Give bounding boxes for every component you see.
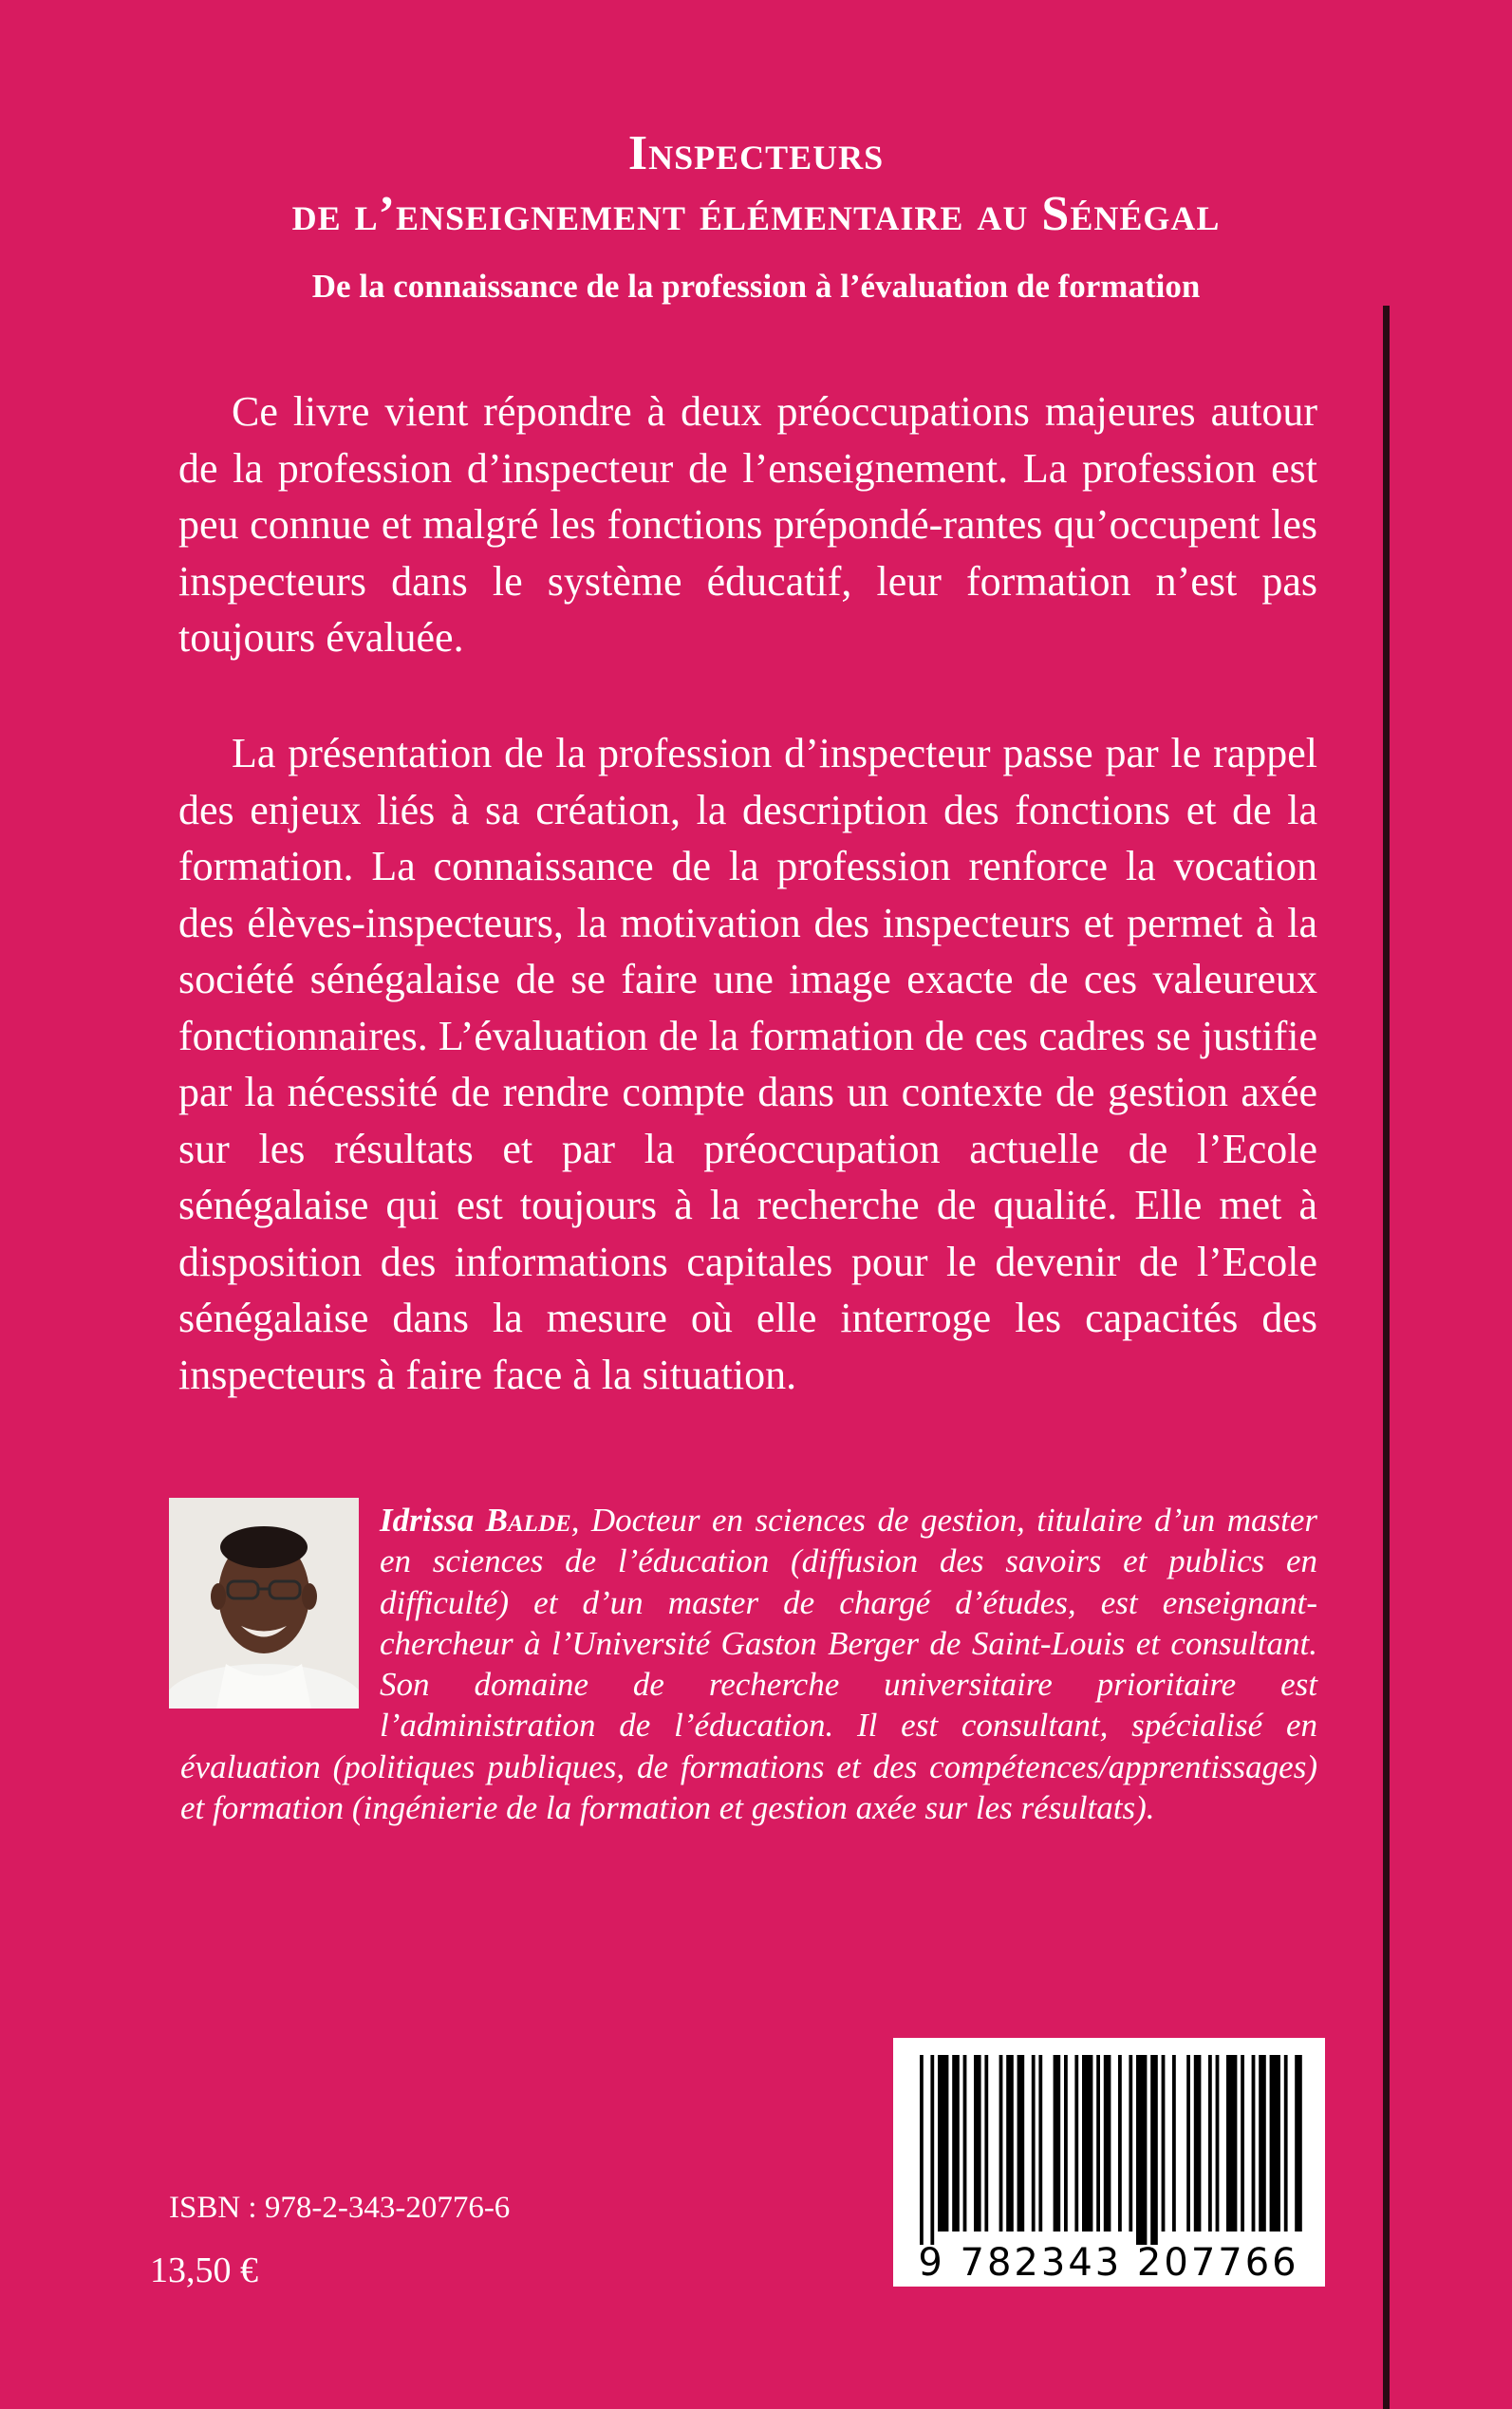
barcode-bar [1270,2055,1280,2232]
barcode-bar [1252,2055,1256,2232]
barcode-bar [1032,2055,1036,2232]
barcode-bars [893,2038,1325,2287]
summary-paragraph-2-text: La présentation de la profession d’inspecteur passe par le rappel des enjeux liés à sa création, la description des fonctions et de la formation. La connaissance de la profession renforce la vocation des élèves-inspecteurs, la motivation des inspecteurs et permet à la société sénégalaise de se faire une image exacte de ces valeureux fonctionnaires. L’évaluation de la formation de ces cadres se justifie par la nécessité de rendre compte dans un contexte de gestion axée sur les résultats et par la préoccupation actuelle de l’Ecole sénégalaise qui est toujours à la recherche de qualité. Elle met à disposition des informations capitales pour le devenir de l’Ecole sénégalaise dans la mesure où elle interroge les capacités des inspecteurs à faire face à la situation. [178,730,1317,1398]
book-subtitle: De la connaissance de la profession à l’évaluation de formation [311,268,1201,305]
barcode-bar [1096,2055,1100,2232]
barcode-bar [1038,2055,1042,2232]
barcode-bar [1295,2055,1302,2232]
barcode-bar [1136,2055,1147,2245]
barcode-bar [920,2055,924,2245]
barcode-bar [1216,2055,1220,2232]
barcode-bar [1226,2055,1237,2232]
bio-photo-spacer [180,1500,368,1710]
barcode-bar [1129,2055,1132,2232]
barcode-bar [1104,2055,1111,2232]
barcode-bar [1186,2055,1190,2232]
author-last-name: Balde [485,1502,571,1539]
barcode-bar [984,2055,988,2232]
barcode [893,2038,1325,2287]
barcode-bar [1074,2055,1078,2232]
barcode-bar [1172,2055,1176,2232]
barcode-bar [1006,2055,1014,2232]
barcode-bar [974,2055,981,2232]
barcode-bar [952,2055,960,2232]
author-first-name: Idrissa [380,1502,475,1539]
barcode-bar [1284,2055,1288,2232]
barcode-bar [1064,2055,1068,2232]
summary-paragraph-2 [178,725,1317,1403]
barcode-bar [999,2055,1003,2232]
barcode-bar [1162,2055,1166,2232]
barcode-bar [1082,2055,1092,2232]
barcode-bar [1054,2055,1061,2232]
barcode-bar [930,2055,934,2245]
price-text: 13,50 € [150,2250,258,2290]
barcode-bar [1208,2055,1212,2232]
author-bio-text: , Docteur en sciences de gestion, titulaire d’un master en sciences de l’éducation (diffusion des savoirs et publics en difficulté) et d’un master de chargé d’études, est enseignant-chercheur à l’Université Gaston Berger de Saint-Louis et consultant. Son domaine de recherche universitaire prioritaire est l’administration de l’éducation. Il est consultant, spécialisé en évaluation (politiques publiques, de formations et des compétences/apprentissages) et formation (ingénierie de la formation et gestion axée sur les résultats). [180,1502,1318,1827]
barcode-bar [1118,2055,1122,2232]
barcode-bar [963,2055,967,2232]
isbn-text: ISBN : 978-2-343-20776-6 [169,2191,511,2225]
barcode-bar [1150,2055,1158,2245]
barcode-bar [938,2055,948,2232]
vertical-rule [1383,306,1390,2409]
barcode-bar [1017,2055,1025,2232]
book-title-line2: de l’enseignement élémentaire au Sénégal [291,187,1221,241]
barcode-bar [1259,2055,1266,2232]
barcode-bar [1194,2055,1202,2232]
barcode-digits: 9 782343 207766 [918,2241,1299,2285]
author-bio [180,1500,1317,1828]
summary-paragraph-1 [178,383,1317,666]
summary-paragraph-1-text: Ce livre vient répondre à deux préoccupations majeures autour de la profession d’inspecteur de l’enseignement. La profession est peu connue et malgré les fonctions prépondé-rantes qu’occupent les inspecteurs dans le système éducatif, leur formation n’est pas toujours évaluée. [178,388,1317,661]
book-title-line1: Inspecteurs [627,126,885,180]
barcode-bar [1241,2055,1244,2232]
